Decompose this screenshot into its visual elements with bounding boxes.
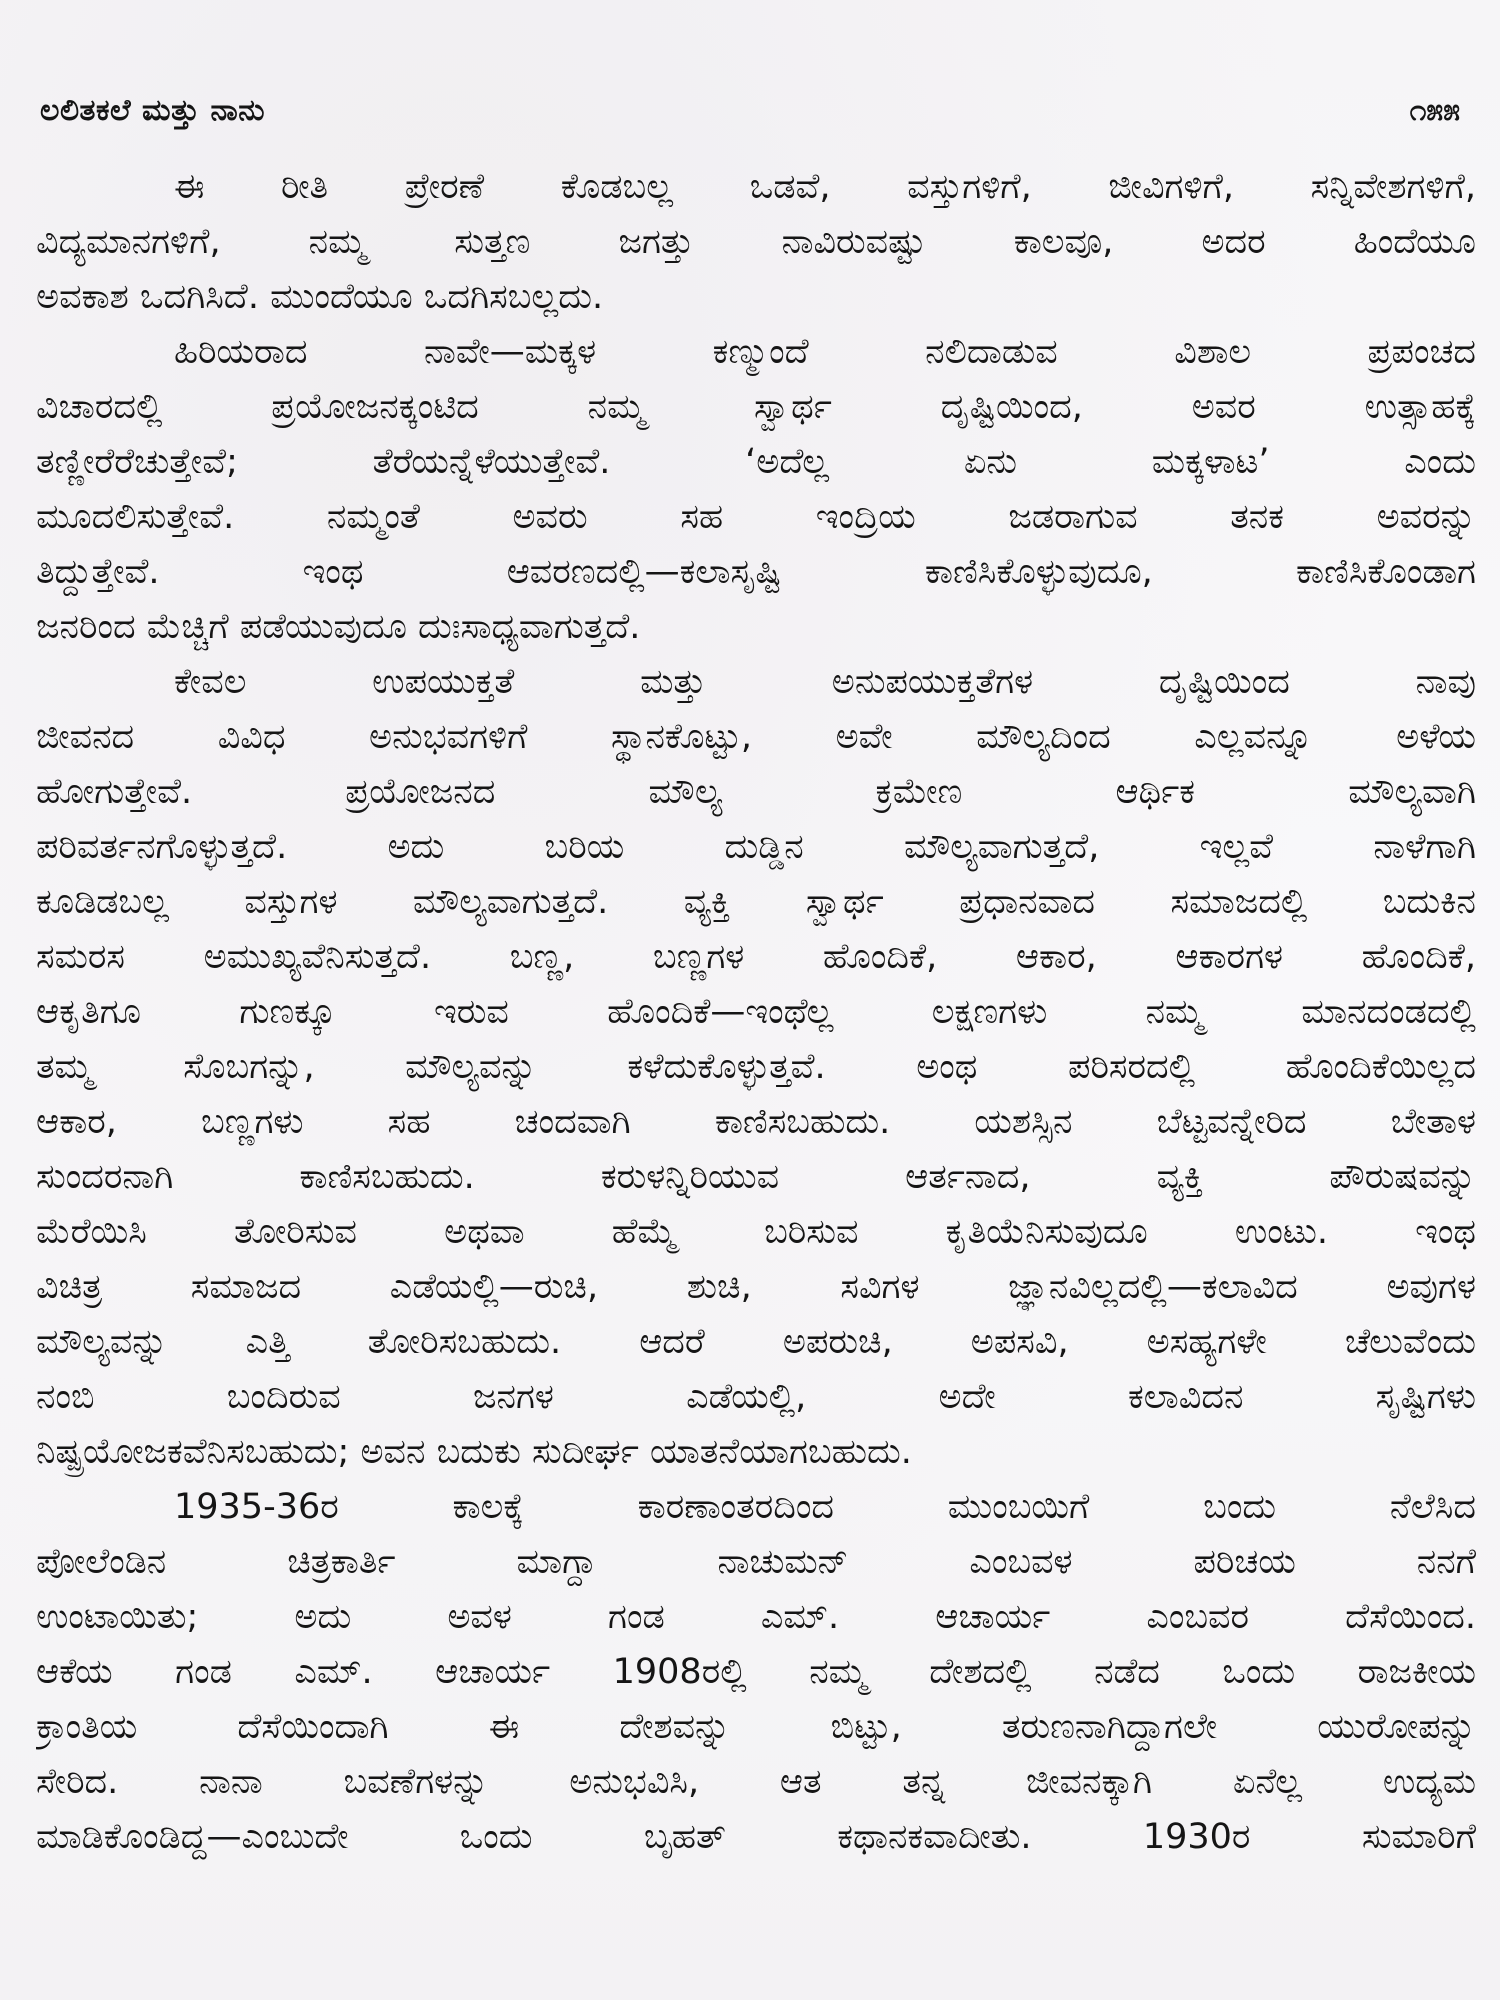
text-line: ವಿದ್ಯಮಾನಗಳಿಗೆ, ನಮ್ಮ ಸುತ್ತಣ ಜಗತ್ತು ನಾವಿರುವಷ್ಟು ಕಾಲವೂ, ಅದರ ಹಿಂದೆಯೂ <box>36 222 1476 262</box>
text-line: ವಿಚಾರದಲ್ಲಿ ಪ್ರಯೋಜನಕ್ಕಂಟಿದ ನಮ್ಮ ಸ್ವಾರ್ಥ ದೃಷ್ಟಿಯಿಂದ, ಅವರ ಉತ್ಸಾಹಕ್ಕೆ <box>36 387 1476 427</box>
text-line: ಆಕಾರ, ಬಣ್ಣಗಳು ಸಹ ಚಂದವಾಗಿ ಕಾಣಿಸಬಹುದು. ಯಶಸ್ಸಿನ ಬೆಟ್ಟವನ್ನೇರಿದ ಬೇತಾಳ <box>36 1102 1476 1142</box>
text-line: ಕೇವಲ ಉಪಯುಕ್ತತೆ ಮತ್ತು ಅನುಪಯುಕ್ತತೆಗಳ ದೃಷ್ಟಿಯಿಂದ ನಾವು <box>174 662 1476 702</box>
text-line: ಮಾಡಿಕೊಂಡಿದ್ದ—ಎಂಬುದೇ ಒಂದು ಬೃಹತ್ ಕಥಾನಕವಾದೀತು. 1930ರ ಸುಮಾರಿಗೆ <box>36 1817 1476 1857</box>
text-line: 1935-36ರ ಕಾಲಕ್ಕೆ ಕಾರಣಾಂತರದಿಂದ ಮುಂಬಯಿಗೆ ಬಂದು ನೆಲೆಸಿದ <box>174 1487 1476 1527</box>
text-line: ತಿದ್ದುತ್ತೇವೆ. ಇಂಥ ಆವರಣದಲ್ಲಿ—ಕಲಾಸೃಷ್ಟಿ ಕಾಣಿಸಿಕೊಳ್ಳುವುದೂ, ಕಾಣಿಸಿಕೊಂಡಾಗ <box>36 552 1476 592</box>
text-line: ತಣ್ಣೀರೆರೆಚುತ್ತೇವೆ; ತೆರೆಯನ್ನೆಳೆಯುತ್ತೇವೆ. ‘ಅದೆಲ್ಲ ಏನು ಮಕ್ಕಳಾಟ’ ಎಂದು <box>36 442 1476 482</box>
text-line: ಆಕೆಯ ಗಂಡ ಎಮ್. ಆಚಾರ್ಯ 1908ರಲ್ಲಿ ನಮ್ಮ ದೇಶದಲ್ಲಿ ನಡೆದ ಒಂದು ರಾಜಕೀಯ <box>36 1652 1476 1692</box>
text-line: ಪೋಲೆಂಡಿನ ಚಿತ್ರಕಾರ್ತಿ ಮಾಗ್ದಾ ನಾಚುಮನ್ ಎಂಬವಳ ಪರಿಚಯ ನನಗೆ <box>36 1542 1476 1582</box>
body-text <box>36 160 1476 1865</box>
text-line: ವಿಚಿತ್ರ ಸಮಾಜದ ಎಡೆಯಲ್ಲಿ—ರುಚಿ, ಶುಚಿ, ಸವಿಗಳ ಜ್ಞಾನವಿಲ್ಲದಲ್ಲಿ—ಕಲಾವಿದ ಅವುಗಳ <box>36 1267 1476 1307</box>
text-line: ಸೇರಿದ. ನಾನಾ ಬವಣೆಗಳನ್ನು ಅನುಭವಿಸಿ, ಆತ ತನ್ನ ಜೀವನಕ್ಕಾಗಿ ಏನೆಲ್ಲ ಉದ್ಯಮ <box>36 1762 1476 1802</box>
text-line: ಸುಂದರನಾಗಿ ಕಾಣಿಸಬಹುದು. ಕರುಳನ್ನಿರಿಯುವ ಆರ್ತನಾದ, ವ್ಯಕ್ತಿ ಪೌರುಷವನ್ನು <box>36 1157 1476 1197</box>
text-line: ಹೋಗುತ್ತೇವೆ. ಪ್ರಯೋಜನದ ಮೌಲ್ಯ ಕ್ರಮೇಣ ಆರ್ಥಿಕ ಮೌಲ್ಯವಾಗಿ <box>36 772 1476 812</box>
text-line: ನಂಬಿ ಬಂದಿರುವ ಜನಗಳ ಎಡೆಯಲ್ಲಿ, ಅದೇ ಕಲಾವಿದನ ಸೃಷ್ಟಿಗಳು <box>36 1377 1476 1417</box>
text-line: ಹಿರಿಯರಾದ ನಾವೇ—ಮಕ್ಕಳ ಕಣ್ಮುಂದೆ ನಲಿದಾಡುವ ವಿಶಾಲ ಪ್ರಪಂಚದ <box>174 332 1476 372</box>
text-line: ಈ ರೀತಿ ಪ್ರೇರಣೆ ಕೊಡಬಲ್ಲ ಒಡವೆ, ವಸ್ತುಗಳಿಗೆ, ಜೀವಿಗಳಿಗೆ, ಸನ್ನಿವೇಶಗಳಿಗೆ, <box>174 167 1476 207</box>
text-line: ಜೀವನದ ವಿವಿಧ ಅನುಭವಗಳಿಗೆ ಸ್ಥಾನಕೊಟ್ಟು, ಅವೇ ಮೌಲ್ಯದಿಂದ ಎಲ್ಲವನ್ನೂ ಅಳೆಯ <box>36 717 1476 757</box>
text-line: ಸಮರಸ ಅಮುಖ್ಯವೆನಿಸುತ್ತದೆ. ಬಣ್ಣ, ಬಣ್ಣಗಳ ಹೊಂದಿಕೆ, ಆಕಾರ, ಆಕಾರಗಳ ಹೊಂದಿಕೆ, <box>36 937 1476 977</box>
text-line: ಕ್ರಾಂತಿಯ ದೆಸೆಯಿಂದಾಗಿ ಈ ದೇಶವನ್ನು ಬಿಟ್ಟು, ತರುಣನಾಗಿದ್ದಾಗಲೇ ಯುರೋಪನ್ನು <box>36 1707 1476 1747</box>
running-header-title: ಲಲಿತಕಲೆ ಮತ್ತು ನಾನು <box>40 92 265 128</box>
running-header <box>40 88 1460 132</box>
text-line: ಆಕೃತಿಗೂ ಗುಣಕ್ಕೂ ಇರುವ ಹೊಂದಿಕೆ—ಇಂಥೆಲ್ಲ ಲಕ್ಷಣಗಳು ನಮ್ಮ ಮಾನದಂಡದಲ್ಲಿ <box>36 992 1476 1032</box>
text-line: ತಮ್ಮ ಸೊಬಗನ್ನು, ಮೌಲ್ಯವನ್ನು ಕಳೆದುಕೊಳ್ಳುತ್ತವೆ. ಅಂಥ ಪರಿಸರದಲ್ಲಿ ಹೊಂದಿಕೆಯಿಲ್ಲದ <box>36 1047 1476 1087</box>
text-line: ಕೂಡಿಡಬಲ್ಲ ವಸ್ತುಗಳ ಮೌಲ್ಯವಾಗುತ್ತದೆ. ವ್ಯಕ್ತಿ ಸ್ವಾರ್ಥ ಪ್ರಧಾನವಾದ ಸಮಾಜದಲ್ಲಿ ಬದುಕಿನ <box>36 882 1476 922</box>
text-line: ಉಂಟಾಯಿತು; ಅದು ಅವಳ ಗಂಡ ಎಮ್. ಆಚಾರ್ಯ ಎಂಬವರ ದೆಸೆಯಿಂದ. <box>36 1597 1476 1637</box>
text-line: ಮೌಲ್ಯವನ್ನು ಎತ್ತಿ ತೋರಿಸಬಹುದು. ಆದರೆ ಅಪರುಚಿ, ಅಪಸವಿ, ಅಸಹ್ಯಗಳೇ ಚೆಲುವೆಂದು <box>36 1322 1476 1362</box>
text-line: ನಿಷ್ಪ್ರಯೋಜಕವೆನಿಸಬಹುದು; ಅವನ ಬದುಕು ಸುದೀರ್ಘ ಯಾತನೆಯಾಗಬಹುದು. <box>36 1432 912 1472</box>
text-line: ಅವಕಾಶ ಒದಗಿಸಿದೆ. ಮುಂದೆಯೂ ಒದಗಿಸಬಲ್ಲದು. <box>36 277 604 317</box>
page-number: ೧೫೫ <box>1409 92 1460 128</box>
text-line: ಜನರಿಂದ ಮೆಚ್ಚಿಗೆ ಪಡೆಯುವುದೂ ದುಃಸಾಧ್ಯವಾಗುತ್ತದೆ. <box>36 607 641 647</box>
text-line: ಮೂದಲಿಸುತ್ತೇವೆ. ನಮ್ಮಂತೆ ಅವರು ಸಹ ಇಂದ್ರಿಯ ಜಡರಾಗುವ ತನಕ ಅವರನ್ನು <box>36 497 1476 537</box>
text-line: ಪರಿವರ್ತನಗೊಳ್ಳುತ್ತದೆ. ಅದು ಬರಿಯ ದುಡ್ಡಿನ ಮೌಲ್ಯವಾಗುತ್ತದೆ, ಇಲ್ಲವೆ ನಾಳೆಗಾಗಿ <box>36 827 1476 867</box>
text-line: ಮೆರೆಯಿಸಿ ತೋರಿಸುವ ಅಥವಾ ಹೆಮ್ಮೆ ಬರಿಸುವ ಕೃತಿಯೆನಿಸುವುದೂ ಉಂಟು. ಇಂಥ <box>36 1212 1476 1252</box>
